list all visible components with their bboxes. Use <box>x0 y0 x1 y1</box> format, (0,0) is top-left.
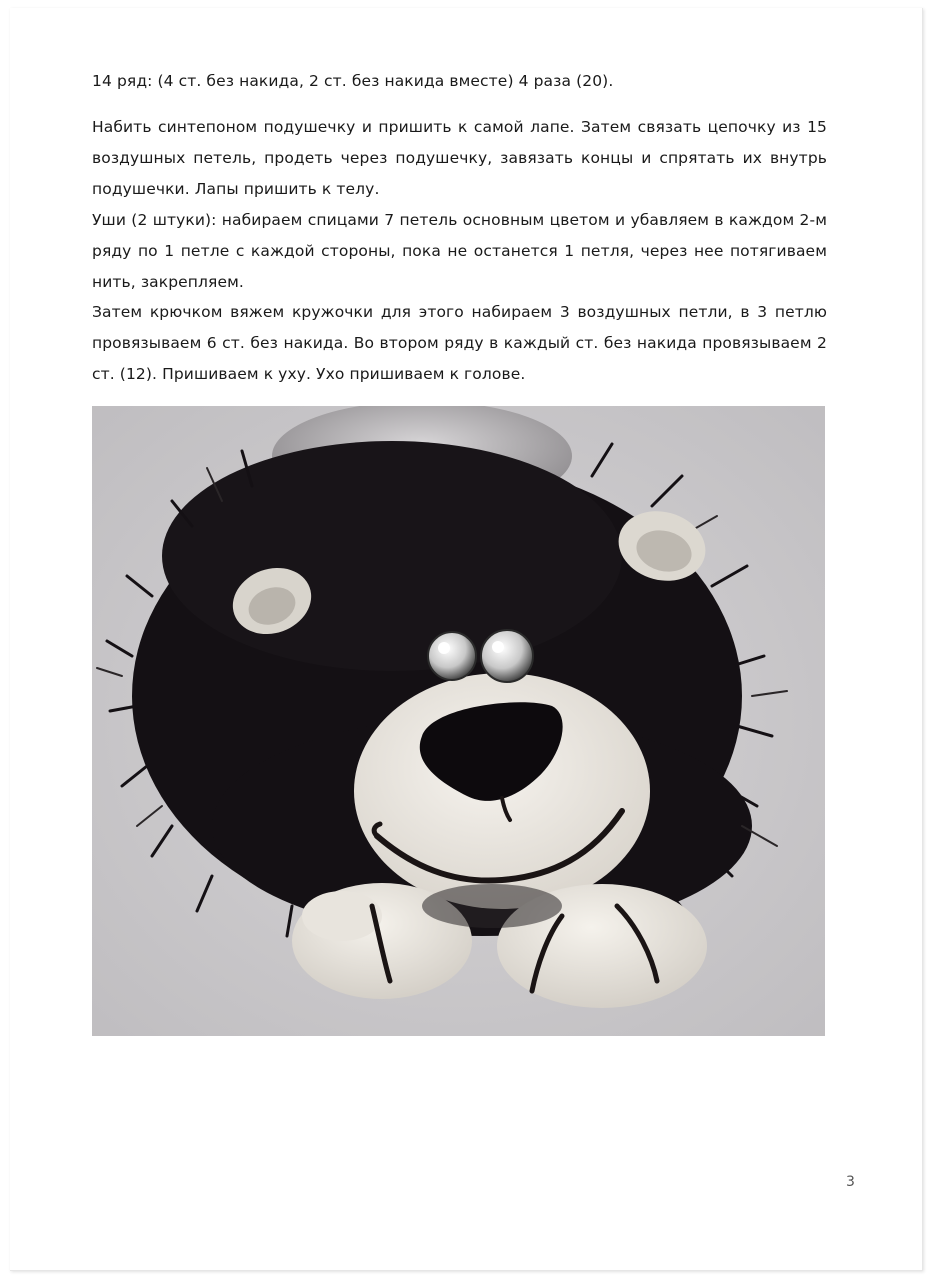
document-page <box>10 8 923 1271</box>
paragraph-row-14: 14 ряд: (4 ст. без накида, 2 ст. без накида вместе) 4 раза (20). <box>92 72 614 90</box>
toy-photo <box>92 406 825 1036</box>
left-eye <box>428 632 476 680</box>
right-eye <box>481 630 533 682</box>
page-number: 3 <box>846 1174 855 1190</box>
paragraph-ear-circles: Затем крючком вяжем кружочки для этого набираем 3 воздушных петли, в 3 петлю провязываем 6 ст. без накида. Во втором ряду в каждый ст. без накида провязываем 2 ст. (12). Пришиваем к уху. Ухо пришиваем к голове. <box>92 303 827 383</box>
paragraph-paw-pad: Набить синтепоном подушечку и пришить к самой лапе. Затем связать цепочку из 15 воздушных петель, продеть через подушечку, завязать концы и спрятать их внутрь подушечки. Лапы пришить к телу. <box>92 118 827 198</box>
paragraph-ears: Уши (2 штуки): набираем спицами 7 петель основным цветом и убавляем в каждом 2-м ряду по 1 петле с каждой стороны, пока не останется 1 петля, через нее потягиваем нить, закрепляем. <box>92 211 827 291</box>
